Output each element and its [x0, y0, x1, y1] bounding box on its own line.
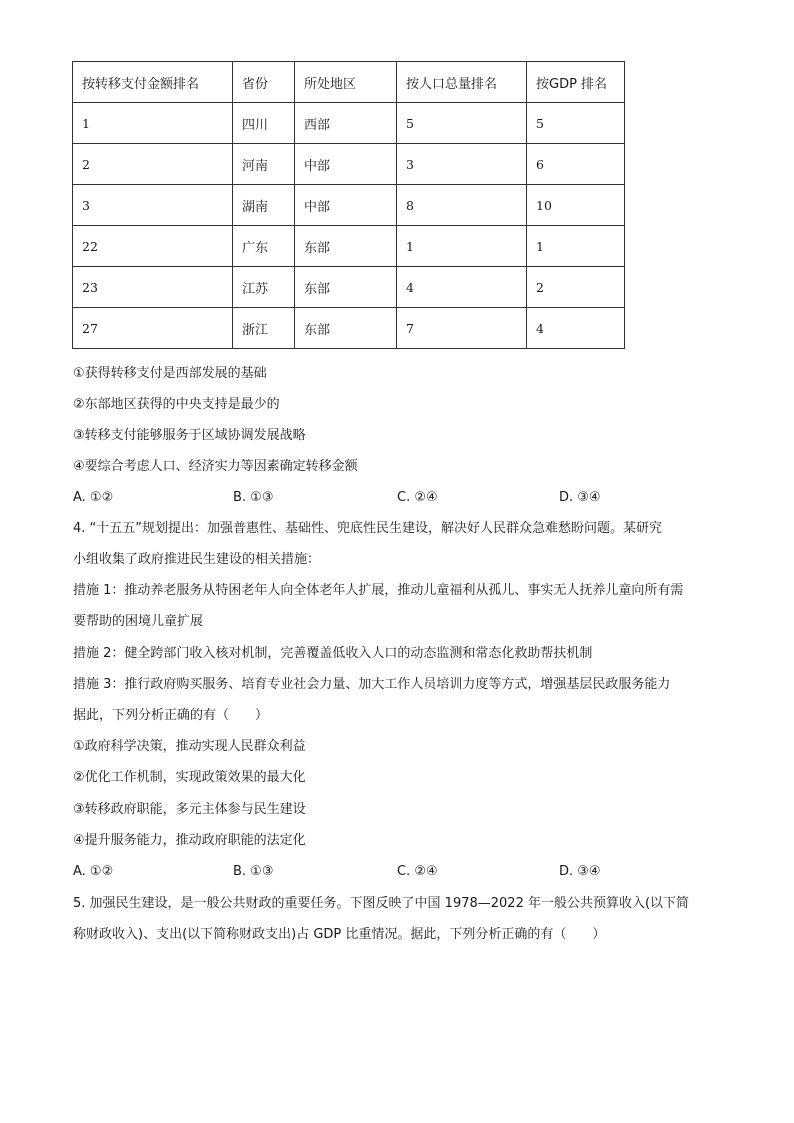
table-cell: 浙江	[233, 308, 295, 349]
q3-option-b[interactable]: B. ①③	[233, 490, 274, 505]
q5-stem: 5. 加强民生建设，是一般公共财政的重要任务。下图反映了中国 1978—2022 年一般公共预算收入(以下简	[73, 896, 690, 911]
table-header-cell: 按转移支付金额排名	[73, 62, 233, 103]
table-row	[73, 308, 625, 349]
table-cell: 1	[527, 226, 625, 267]
q3-option-a[interactable]: A. ①②	[73, 490, 114, 505]
table-cell: 四川	[233, 103, 295, 144]
table-cell: 河南	[233, 144, 295, 185]
table-cell: 23	[73, 267, 233, 308]
table-cell: 8	[397, 185, 527, 226]
table-cell: 江苏	[233, 267, 295, 308]
table-cell: 5	[527, 103, 625, 144]
q3-statement: ②东部地区获得的中央支持是最少的	[73, 397, 280, 412]
q3-option-c[interactable]: C. ②④	[397, 490, 438, 505]
q3-statement: ③转移支付能够服务于区域协调发展战略	[73, 428, 306, 443]
table-cell: 3	[397, 144, 527, 185]
q5-stem: 称财政收入)、支出(以下简称财政支出)占 GDP 比重情况。据此，下列分析正确的有（ ）	[73, 927, 606, 942]
table-header-cell: 按人口总量排名	[397, 62, 527, 103]
table-cell: 4	[397, 267, 527, 308]
table-header-cell: 省份	[233, 62, 295, 103]
table-cell: 6	[527, 144, 625, 185]
table-cell: 广东	[233, 226, 295, 267]
q4-measure-1: 措施 1：推动养老服务从特困老年人向全体老年人扩展，推动儿童福利从孤儿、事实无人抚养儿童向所有需	[73, 583, 684, 598]
table-cell: 东部	[295, 267, 397, 308]
ranking-table	[72, 61, 625, 349]
table-cell: 1	[397, 226, 527, 267]
table-row	[73, 185, 625, 226]
q4-option-a[interactable]: A. ①②	[73, 864, 114, 879]
q3-option-d[interactable]: D. ③④	[559, 490, 601, 505]
table-row	[73, 226, 625, 267]
q4-question: 据此，下列分析正确的有（ ）	[73, 708, 269, 723]
table-cell: 5	[397, 103, 527, 144]
table-cell: 中部	[295, 185, 397, 226]
table-cell: 2	[73, 144, 233, 185]
table-cell: 27	[73, 308, 233, 349]
table-cell: 中部	[295, 144, 397, 185]
table-cell: 7	[397, 308, 527, 349]
table-cell: 3	[73, 185, 233, 226]
q4-option-c[interactable]: C. ②④	[397, 864, 438, 879]
table-cell: 湖南	[233, 185, 295, 226]
table-cell: 西部	[295, 103, 397, 144]
table-cell: 东部	[295, 226, 397, 267]
q4-statement: ③转移政府职能，多元主体参与民生建设	[73, 802, 306, 817]
table-cell: 2	[527, 267, 625, 308]
table-cell: 1	[73, 103, 233, 144]
q4-option-b[interactable]: B. ①③	[233, 864, 274, 879]
table-row	[73, 103, 625, 144]
q4-statement: ④提升服务能力，推动政府职能的法定化	[73, 833, 306, 848]
q4-measure-3: 措施 3：推行政府购买服务、培育专业社会力量、加大工作人员培训力度等方式，增强基层民政服务能力	[73, 677, 671, 692]
table-row	[73, 144, 625, 185]
table-header-row	[73, 62, 625, 103]
q4-statement: ②优化工作机制，实现政策效果的最大化	[73, 770, 306, 785]
q3-statement: ④要综合考虑人口、经济实力等因素确定转移金额	[73, 459, 358, 474]
table-cell: 4	[527, 308, 625, 349]
q4-measure-1: 要帮助的困境儿童扩展	[73, 614, 204, 629]
table-header-cell: 按GDP 排名	[527, 62, 625, 103]
q4-stem: 4. “十五五”规划提出：加强普惠性、基础性、兜底性民生建设，解决好人民群众急难愁盼问题。某研究	[73, 521, 663, 536]
table-header-cell: 所处地区	[295, 62, 397, 103]
q4-stem: 小组收集了政府推进民生建设的相关措施：	[73, 552, 321, 567]
q4-statement: ①政府科学决策，推动实现人民群众利益	[73, 739, 306, 754]
table-cell: 22	[73, 226, 233, 267]
q4-measure-2: 措施 2：健全跨部门收入核对机制，完善覆盖低收入人口的动态监测和常态化救助帮扶机制	[73, 646, 593, 661]
table-cell: 10	[527, 185, 625, 226]
table-row	[73, 267, 625, 308]
table-cell: 东部	[295, 308, 397, 349]
q3-statement: ①获得转移支付是西部发展的基础	[73, 366, 267, 381]
q4-option-d[interactable]: D. ③④	[559, 864, 601, 879]
